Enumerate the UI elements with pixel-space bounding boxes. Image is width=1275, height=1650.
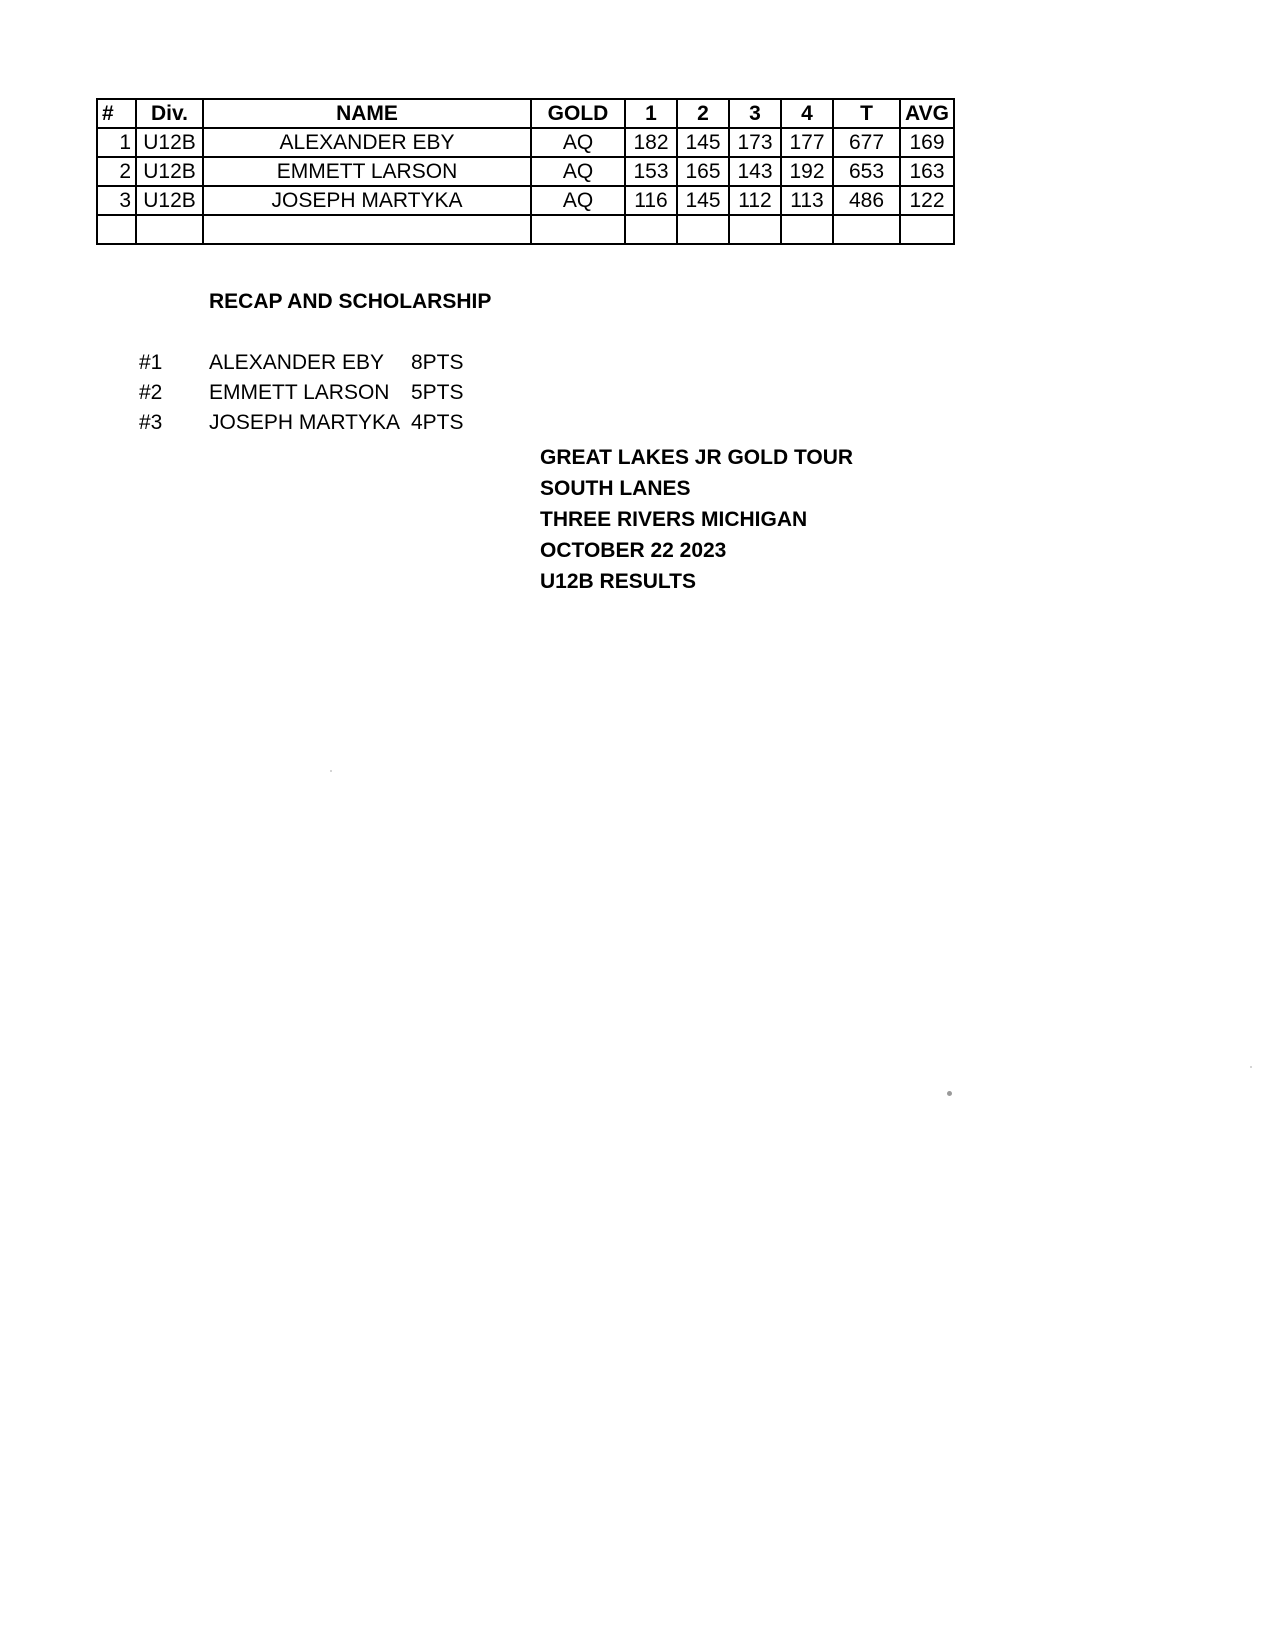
game-3-cell: 173 bbox=[729, 128, 781, 157]
table-row bbox=[97, 157, 954, 186]
scan-speck bbox=[1250, 1066, 1252, 1068]
game-4-cell bbox=[781, 215, 833, 244]
scan-speck bbox=[330, 770, 332, 772]
event-info bbox=[540, 442, 853, 597]
game-1-cell: 182 bbox=[625, 128, 677, 157]
division-cell: U12B bbox=[136, 186, 203, 215]
recap-points: 5PTS bbox=[411, 381, 464, 404]
total-cell bbox=[833, 215, 900, 244]
game-2-cell: 165 bbox=[677, 157, 729, 186]
event-venue: SOUTH LANES bbox=[540, 477, 691, 500]
header-game-4: 4 bbox=[781, 99, 833, 128]
name-cell: JOSEPH MARTYKA bbox=[203, 186, 531, 215]
average-cell: 122 bbox=[900, 186, 954, 215]
recap-rank: #3 bbox=[139, 411, 163, 434]
game-1-cell: 153 bbox=[625, 157, 677, 186]
header-rank: # bbox=[97, 99, 136, 128]
rank-cell: 1 bbox=[97, 128, 136, 157]
recap-name: EMMETT LARSON bbox=[209, 381, 390, 404]
game-2-cell: 145 bbox=[677, 186, 729, 215]
total-cell: 486 bbox=[833, 186, 900, 215]
table-row bbox=[97, 128, 954, 157]
gold-cell: AQ bbox=[531, 128, 625, 157]
gold-cell: AQ bbox=[531, 157, 625, 186]
average-cell: 169 bbox=[900, 128, 954, 157]
game-2-cell: 145 bbox=[677, 128, 729, 157]
rank-cell: 2 bbox=[97, 157, 136, 186]
game-4-cell: 177 bbox=[781, 128, 833, 157]
total-cell: 653 bbox=[833, 157, 900, 186]
recap-points: 8PTS bbox=[411, 351, 464, 374]
table-row-empty bbox=[97, 215, 954, 244]
table-header-row bbox=[97, 99, 954, 128]
header-game-2: 2 bbox=[677, 99, 729, 128]
recap-title: RECAP AND SCHOLARSHIP bbox=[209, 290, 492, 313]
game-2-cell bbox=[677, 215, 729, 244]
event-location: THREE RIVERS MICHIGAN bbox=[540, 508, 808, 531]
recap-points: 4PTS bbox=[411, 411, 464, 434]
division-cell bbox=[136, 215, 203, 244]
results-table bbox=[96, 98, 955, 245]
game-4-cell: 113 bbox=[781, 186, 833, 215]
average-cell bbox=[900, 215, 954, 244]
name-cell: EMMETT LARSON bbox=[203, 157, 531, 186]
header-gold: GOLD bbox=[531, 99, 625, 128]
header-game-1: 1 bbox=[625, 99, 677, 128]
game-4-cell: 192 bbox=[781, 157, 833, 186]
event-division-results: U12B RESULTS bbox=[540, 570, 696, 593]
table-row bbox=[97, 186, 954, 215]
game-3-cell: 143 bbox=[729, 157, 781, 186]
event-tour-name: GREAT LAKES JR GOLD TOUR bbox=[540, 446, 854, 469]
scan-speck bbox=[947, 1091, 952, 1096]
header-average: AVG bbox=[900, 99, 954, 128]
rank-cell bbox=[97, 215, 136, 244]
name-cell: ALEXANDER EBY bbox=[203, 128, 531, 157]
event-date: OCTOBER 22 2023 bbox=[540, 539, 727, 562]
recap-name: JOSEPH MARTYKA bbox=[209, 411, 400, 434]
recap-rank: #1 bbox=[139, 351, 163, 374]
header-division: Div. bbox=[136, 99, 203, 128]
game-3-cell: 112 bbox=[729, 186, 781, 215]
division-cell: U12B bbox=[136, 157, 203, 186]
total-cell: 677 bbox=[833, 128, 900, 157]
recap-rank: #2 bbox=[139, 381, 163, 404]
game-1-cell: 116 bbox=[625, 186, 677, 215]
header-total: T bbox=[833, 99, 900, 128]
header-game-3: 3 bbox=[729, 99, 781, 128]
average-cell: 163 bbox=[900, 157, 954, 186]
gold-cell bbox=[531, 215, 625, 244]
division-cell: U12B bbox=[136, 128, 203, 157]
recap-name: ALEXANDER EBY bbox=[209, 351, 385, 374]
game-3-cell bbox=[729, 215, 781, 244]
rank-cell: 3 bbox=[97, 186, 136, 215]
header-name: NAME bbox=[203, 99, 531, 128]
gold-cell: AQ bbox=[531, 186, 625, 215]
name-cell bbox=[203, 215, 531, 244]
game-1-cell bbox=[625, 215, 677, 244]
